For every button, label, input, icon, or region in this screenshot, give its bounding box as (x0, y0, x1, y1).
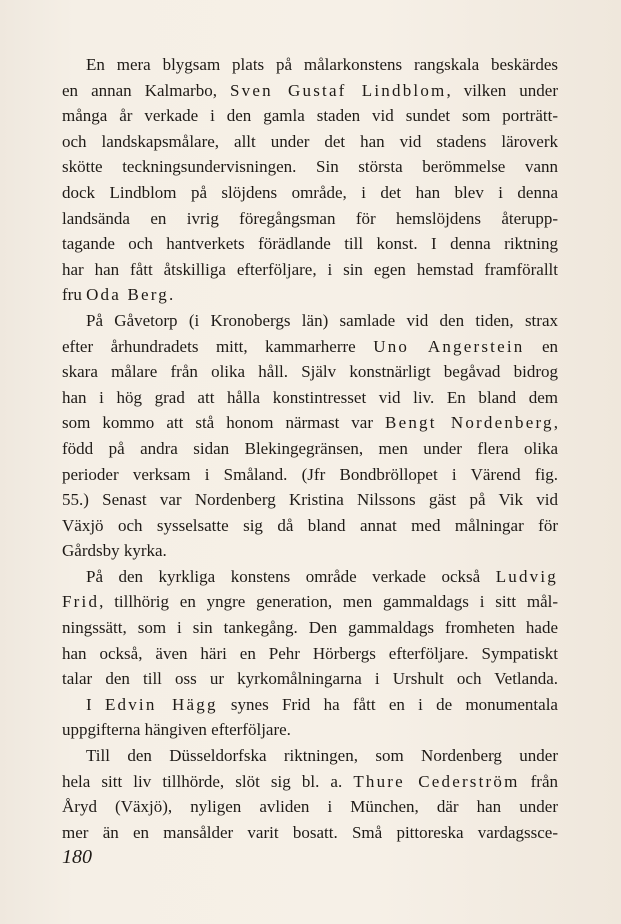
text-segment: hela sitt liv tillhörde, slöt sig bl. a. (62, 771, 354, 791)
text-line (62, 103, 558, 129)
spaced-name: Bengt Nordenberg (385, 413, 554, 433)
text-line (62, 52, 558, 78)
text-line (62, 282, 558, 308)
text-line (62, 538, 558, 564)
text-segment: född på andra sidan Blekingegränsen, men under flera olika (62, 438, 558, 458)
text-segment: , (553, 413, 558, 433)
text-segment: mer än en mansålder varit bosatt. Små pittoreska vardagssce- (62, 822, 558, 842)
text-line (62, 820, 558, 846)
text-segment: dock Lindblom på slöjdens område, i det han blev i denna (62, 182, 558, 202)
text-line (62, 308, 558, 334)
text-line (62, 206, 558, 232)
text-segment: , tillhörig en yngre generation, men gammaldags i sitt mål- (99, 592, 558, 612)
text-segment: I (86, 694, 105, 714)
text-segment: 55.) Senast var Nordenberg Kristina Nilssons gäst på Vik vid (62, 490, 558, 510)
text-line (62, 794, 558, 820)
text-line (62, 615, 558, 641)
text-line (62, 334, 558, 360)
text-line (62, 717, 558, 743)
spaced-name: Edvin Hägg (104, 694, 218, 714)
text-segment: efter århundradets mitt, kammarherre (62, 336, 374, 356)
spaced-name: Thure Cederström (353, 771, 520, 791)
text-line (62, 231, 558, 257)
spaced-name: Uno Angerstein (373, 336, 525, 356)
text-segment: . (169, 285, 174, 305)
text-segment: fru (62, 285, 87, 305)
text-segment: skara målare från olika håll. Själv konstnärligt begåvad bidrog (62, 362, 558, 382)
text-line (62, 129, 558, 155)
text-segment: han i hög grad att hålla konstintresset vid liv. En bland dem (62, 387, 558, 407)
text-line (62, 641, 558, 667)
text-segment: Till den Düsseldorfska riktningen, som Nordenberg under (86, 746, 558, 766)
text-line (62, 154, 558, 180)
text-segment: landsända en ivrig föregångsman för hemslöjdens återupp- (62, 208, 558, 228)
text-line (62, 436, 558, 462)
text-line (62, 257, 558, 283)
body-text (62, 52, 558, 845)
text-segment: har han fått åtskilliga efterföljare, i sin egen hemstad framförallt (62, 259, 558, 279)
text-line (62, 513, 558, 539)
text-line (62, 462, 558, 488)
text-line (62, 359, 558, 385)
text-line (62, 564, 558, 590)
spaced-name: Oda Berg (86, 285, 169, 305)
text-line (62, 487, 558, 513)
text-line (62, 589, 558, 615)
text-segment: Växjö och sysselsatte sig då bland annat med målningar för (62, 515, 558, 535)
text-segment: uppgifterna hängiven efterföljare. (62, 720, 291, 740)
text-segment: han också, även häri en Pehr Hörbergs efterföljare. Sympatiskt (62, 643, 558, 663)
text-line (62, 385, 558, 411)
text-segment: Åryd (Växjö), nyligen avliden i München, där han under (62, 797, 558, 817)
text-line (62, 692, 558, 718)
text-segment: en annan Kalmarbo, (62, 80, 230, 100)
text-segment: talar den till oss ur kyrkomålningarna i Urshult och Vetlanda. (62, 669, 558, 689)
text-segment: skötte teckningsundervisningen. Sin största berömmelse vann (62, 157, 558, 177)
text-line (62, 769, 558, 795)
text-line (62, 743, 558, 769)
text-line (62, 180, 558, 206)
text-segment: tagande och hantverkets förädlande till konst. I denna riktning (62, 234, 558, 254)
text-segment: En mera blygsam plats på målarkonstens rangskala beskärdes (86, 55, 558, 74)
text-line (62, 666, 558, 692)
text-segment: och landskapsmålare, allt under det han vid stadens läroverk (62, 131, 558, 151)
spaced-name: Frid (62, 592, 100, 612)
spaced-name: Sven Gustaf Lindblom (229, 80, 447, 100)
text-segment: , vilken under (446, 80, 558, 100)
text-segment: ningssätt, som i sin tankegång. Den gammaldags fromheten hade (62, 618, 558, 638)
text-segment: från (519, 771, 558, 791)
text-line (62, 410, 558, 436)
text-segment: synes Frid ha fått en i de monumentala (217, 694, 558, 714)
spaced-name: Ludvig (495, 566, 558, 586)
page-number: 180 (62, 846, 92, 868)
text-segment: På den kyrkliga konstens område verkade också (86, 566, 496, 586)
text-segment: en (524, 336, 559, 356)
text-segment: Gårdsby kyrka. (62, 541, 167, 561)
text-segment: perioder verksam i Småland. (Jfr Bondbröllopet i Värend fig. (62, 464, 558, 484)
text-line (62, 78, 558, 104)
text-segment: På Gåvetorp (i Kronobergs län) samlade vid den tiden, strax (86, 310, 558, 330)
text-segment: många år verkade i den gamla staden vid sundet som porträtt- (62, 106, 558, 126)
text-segment: som kommo att stå honom närmast var (62, 413, 386, 433)
